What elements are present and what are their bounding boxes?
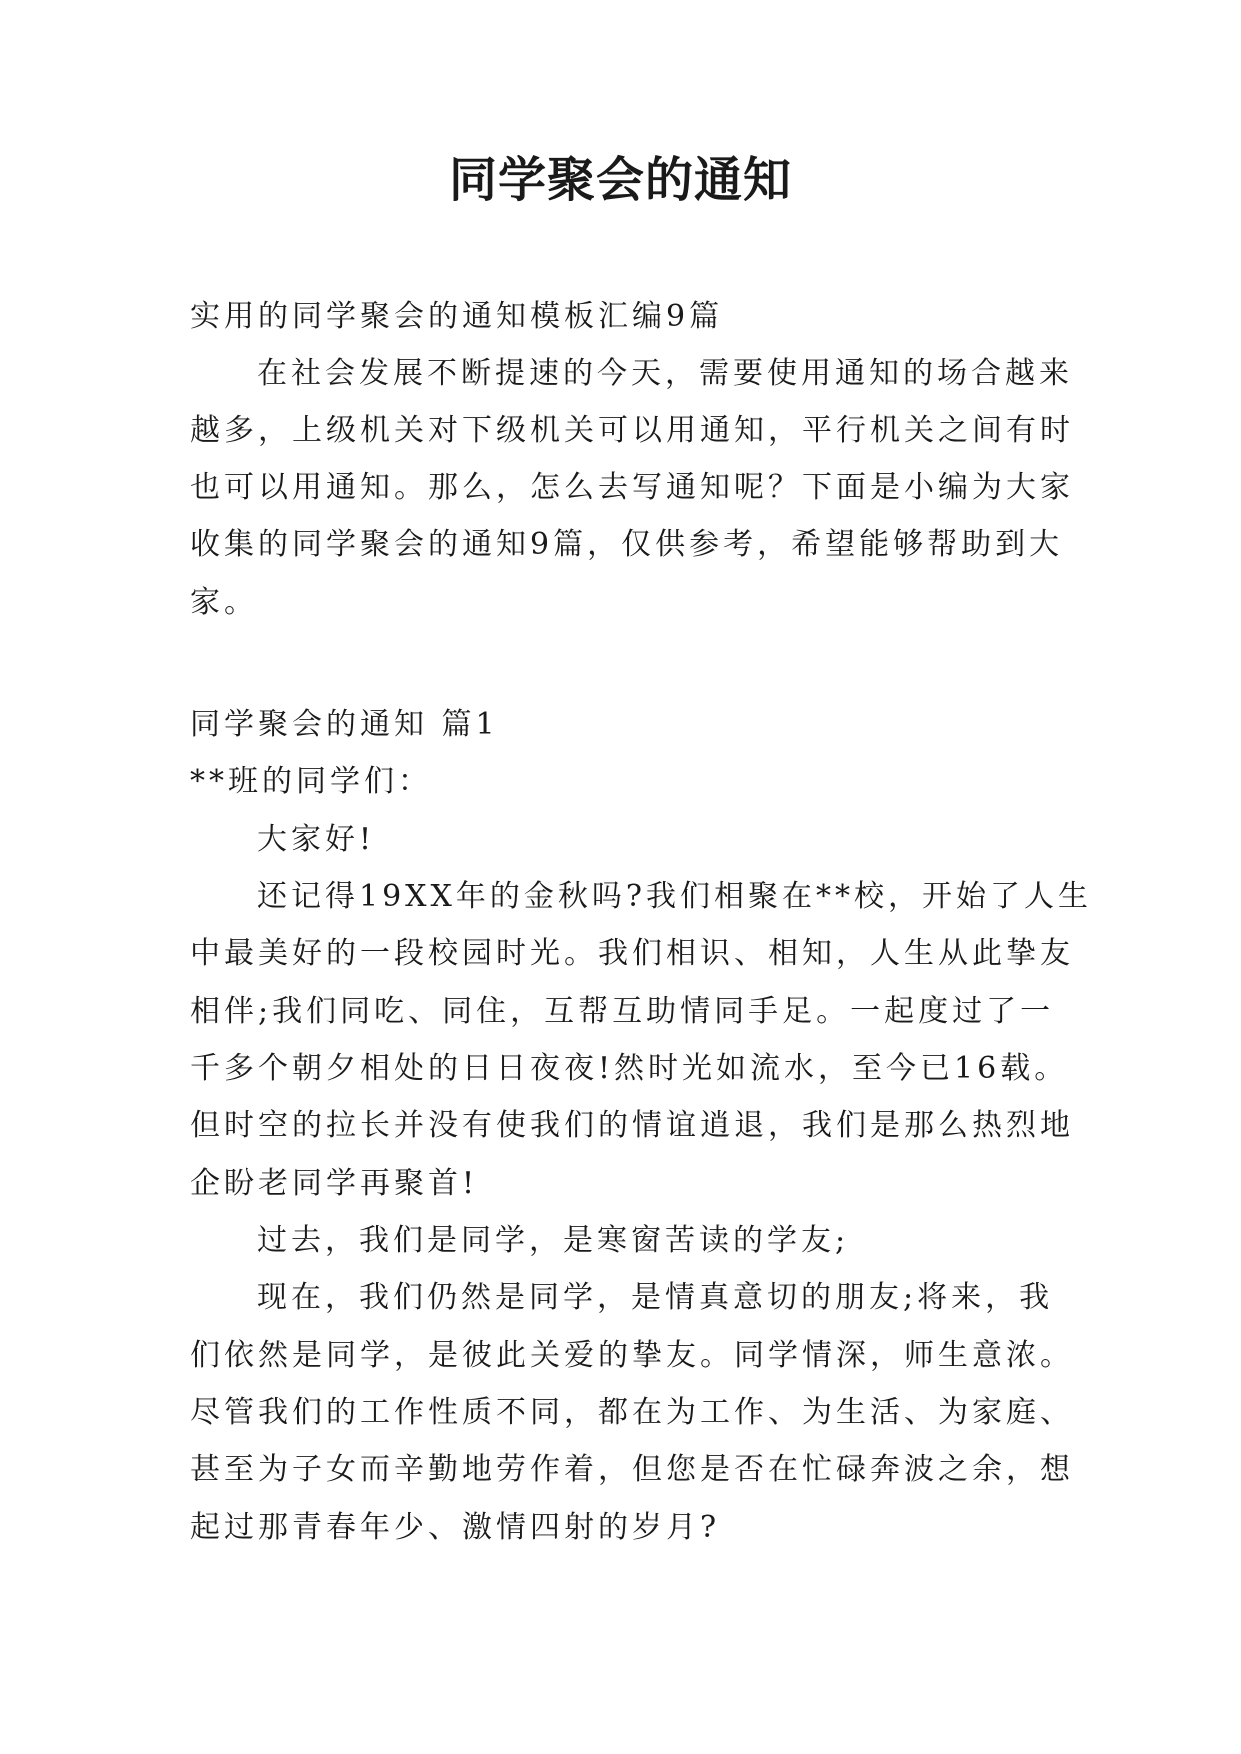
paragraph-line: 们依然是同学，是彼此关爱的挚友。同学情深，师生意浓。 [190, 1338, 1074, 1373]
document-title: 同学聚会的通知 [448, 152, 792, 208]
paragraph-line: 企盼老同学再聚首! [190, 1166, 479, 1201]
salutation: **班的同学们： [190, 764, 432, 799]
section-heading: 同学聚会的通知 篇1 [190, 707, 499, 742]
paragraph-line: 中最美好的一段校园时光。我们相识、相知，人生从此挚友 [190, 936, 1074, 971]
paragraph-line: 还记得19XX年的金秋吗?我们相聚在**校，开始了人生 [257, 879, 1092, 914]
intro-line: 家。 [190, 585, 258, 620]
paragraph-line: 过去，我们是同学，是寒窗苦读的学友; [257, 1223, 850, 1258]
paragraph-line: 尽管我们的工作性质不同，都在为工作、为生活、为家庭、 [190, 1395, 1074, 1430]
intro-line: 也可以用通知。那么，怎么去写通知呢？下面是小编为大家 [190, 470, 1074, 505]
paragraph-line: 甚至为子女而辛勤地劳作着，但您是否在忙碌奔波之余，想 [190, 1452, 1074, 1487]
intro-line: 在社会发展不断提速的今天，需要使用通知的场合越来 [257, 356, 1073, 391]
paragraph-line: 现在，我们仍然是同学，是情真意切的朋友;将来，我 [257, 1280, 1054, 1315]
paragraph-line: 但时空的拉长并没有使我们的情谊逍退，我们是那么热烈地 [190, 1108, 1074, 1143]
paragraph-line: 相伴;我们同吃、同住，互帮互助情同手足。一起度过了一 [190, 994, 1055, 1029]
paragraph-line: 千多个朝夕相处的日日夜夜!然时光如流水，至今已16载。 [190, 1051, 1069, 1086]
paragraph-line: 起过那青春年少、激情四射的岁月? [190, 1510, 721, 1545]
intro-line: 越多，上级机关对下级机关可以用通知，平行机关之间有时 [190, 413, 1074, 448]
greeting: 大家好! [257, 822, 376, 857]
intro-line: 收集的同学聚会的通知9篇，仅供参考，希望能够帮助到大 [190, 527, 1064, 562]
document-subtitle: 实用的同学聚会的通知模板汇编9篇 [190, 299, 724, 334]
